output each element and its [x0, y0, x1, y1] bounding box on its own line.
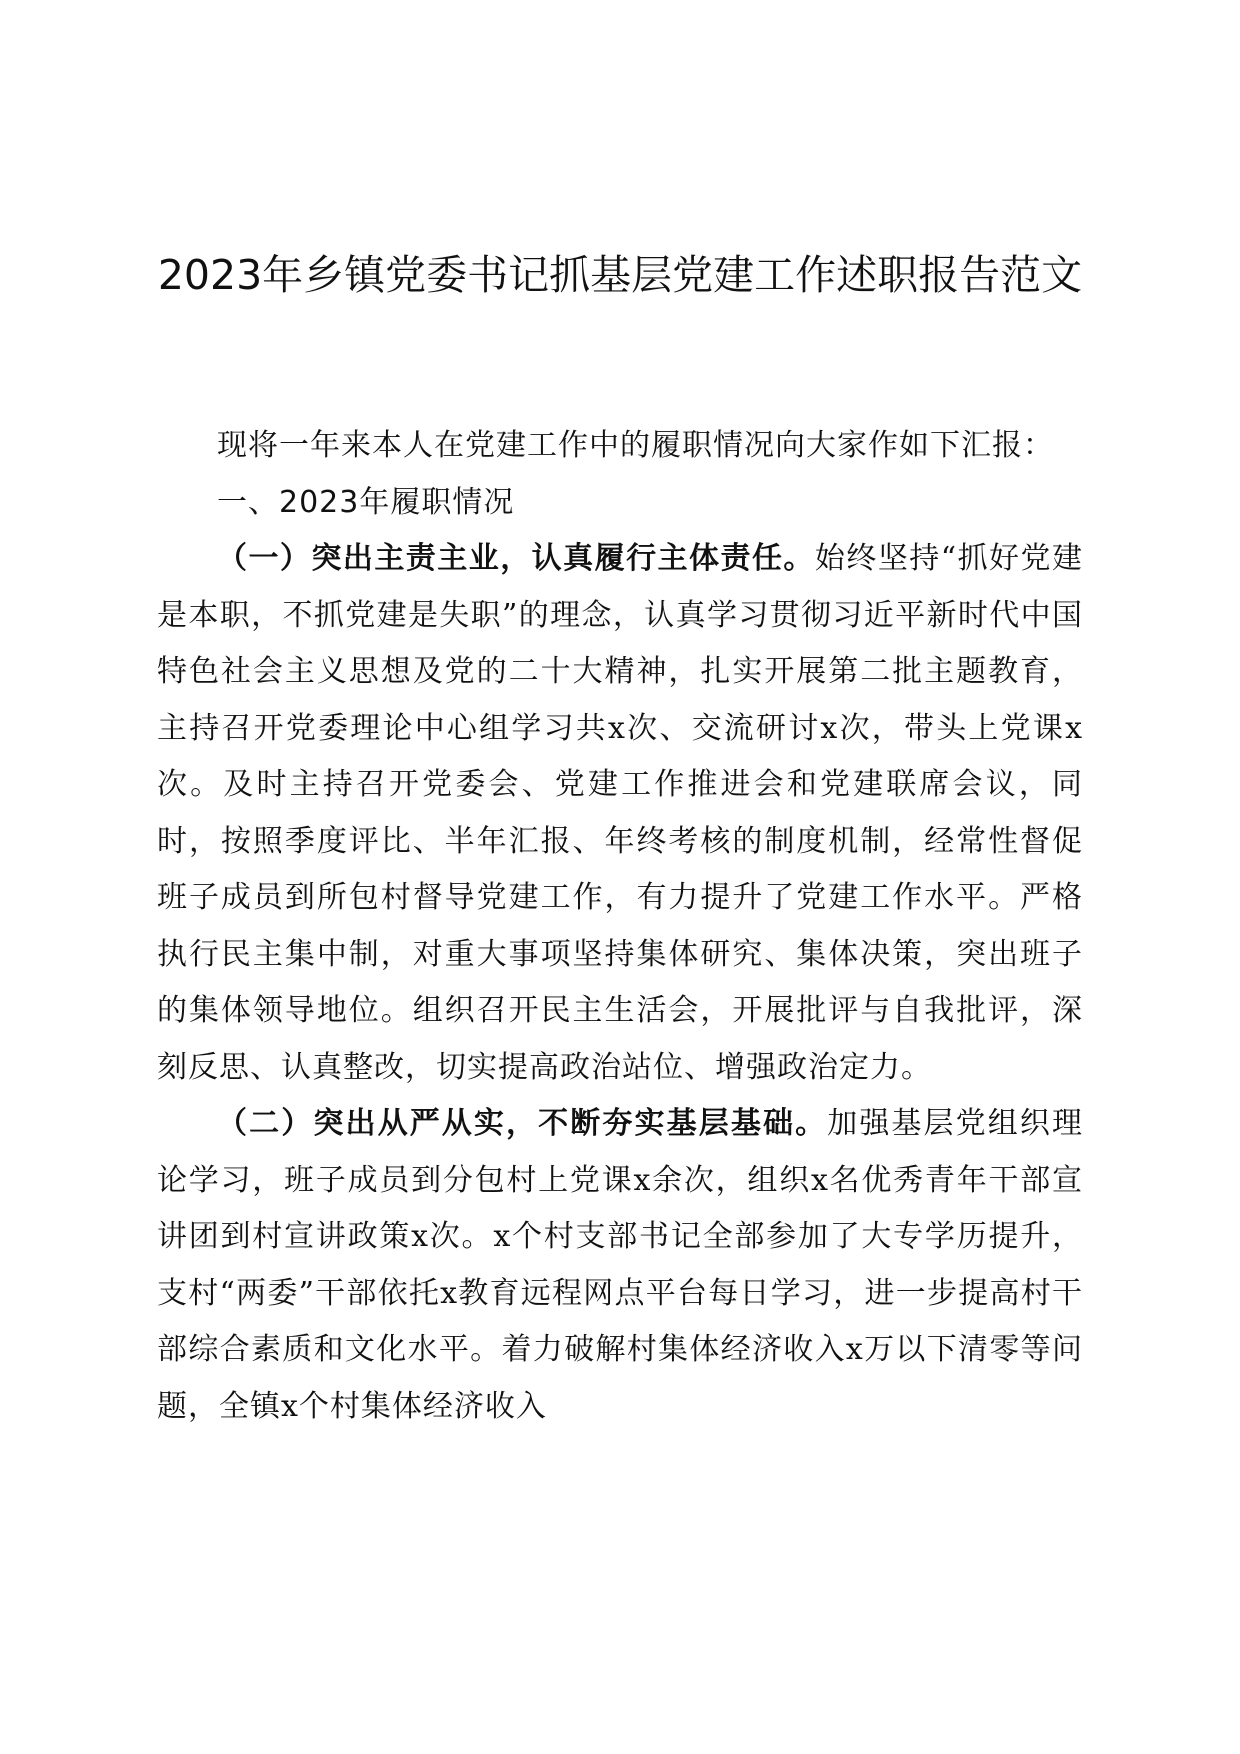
paragraph-1-body: 始终坚持“抓好党建是本职，不抓党建是失职”的理念，认真学习贯彻习近平新时代中国特色社会主义思想及党的二十大精神，扎实开展第二批主题教育，主持召开党委理论中心组学习共x次、交流研讨x次，带头上党课x次。及时主持召开党委会、党建工作推进会和党建联席会议，同时，按照季度评比、半年汇报、年终考核的制度机制，经常性督促班子成员到所包村督导党建工作，有力提升了党建工作水平。严格执行民主集中制，对重大事项坚持集体研究、集体决策，突出班子的集体领导地位。组织召开民主生活会，开展批评与自我批评，深刻反思、认真整改，切实提高政治站位、增强政治定力。 — [157, 541, 1083, 1085]
paragraph-2-lead: （二）突出从严从实，不断夯实基层基础。 — [217, 1106, 828, 1141]
paragraph-2-body: 加强基层党组织理论学习，班子成员到分包村上党课x余次，组织x名优秀青年干部宣讲团到村宣讲政策x次。x个村支部书记全部参加了大专学历提升，支村“两委”干部依托x教育远程网点平台每日学习，进一步提高村干部综合素质和文化水平。着力破解村集体经济收入x万以下清零等问题，全镇x个村集体经济收入 — [157, 1106, 1084, 1424]
paragraph-1-lead: （一）突出主责主业，认真履行主体责任。 — [217, 541, 815, 576]
document-body — [157, 418, 1083, 1435]
paragraph-1 — [157, 531, 1083, 1096]
paragraph-2 — [157, 1096, 1083, 1435]
section-heading: 一、2023年履职情况 — [217, 484, 515, 520]
intro-paragraph: 现将一年来本人在党建工作中的履职情况向大家作如下汇报： — [217, 428, 1054, 463]
document-title: 2023年乡镇党委书记抓基层党建工作述职报告范文 — [157, 251, 1083, 299]
